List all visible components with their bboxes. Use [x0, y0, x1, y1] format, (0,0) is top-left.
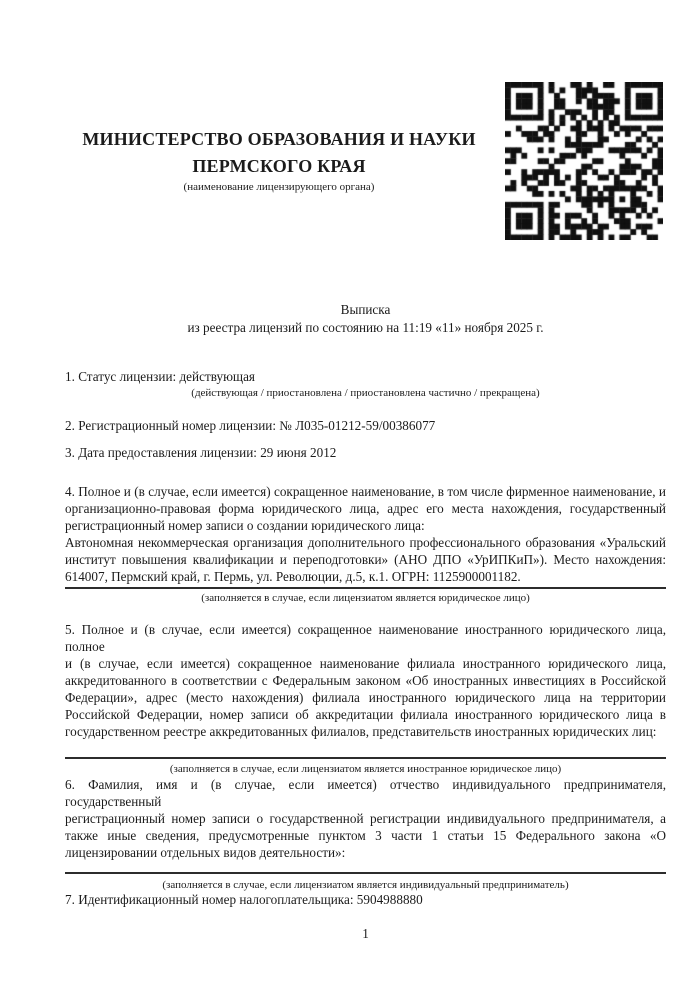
item-5-text [65, 621, 666, 759]
qr-code-icon [505, 82, 663, 240]
item-5-caption: (заполняется в случае, если лицензиатом является иностранное юридическое лицо) [169, 763, 562, 775]
text-line: 6. Фамилия, имя и (в случае, если имеется) отчество индивидуального предпринимателя, государственный [65, 777, 666, 809]
text-line: 4. Полное и (в случае, если имеется) сокращенное наименование, в том числе фирменное наименование, и [65, 484, 666, 499]
item-7-text: 7. Идентификационный номер налогоплательщика: 5904988880 [65, 892, 423, 907]
text-line: регистрационный номер записи о государственной регистрации индивидуального предпринимателя, а [65, 811, 666, 826]
page-number: 1 [362, 926, 369, 941]
text-line: государственном реестре аккредитованных филиалов, представительств иностранных юридических лиц: [65, 724, 657, 739]
document-title [65, 301, 666, 337]
item-1-caption: (действующая / приостановлена / приостановлена частично / прекращена) [191, 387, 540, 399]
text-line: аккредитованного в соответствии с Федеральным законом «Об иностранных инвестициях в Российской [65, 673, 666, 688]
document-title-line1: Выписка [340, 302, 391, 317]
item-3-license-date [65, 444, 666, 461]
item-5-foreign-entity [65, 621, 666, 776]
text-line: Автономная некоммерческая организация дополнительного профессионального образования «Уральский [65, 535, 666, 550]
text-line: институт повышения квалификации и переподготовки» (АНО ДПО «УрИПКиП»). Место нахождения: [65, 552, 666, 567]
item-6-caption: (заполняется в случае, если лицензиатом является индивидуальный предприниматель) [162, 879, 569, 891]
item-1-text: 1. Статус лицензии: действующая [65, 369, 256, 384]
item-7-taxpayer-number [65, 891, 666, 908]
item-2-text: 2. Регистрационный номер лицензии: № Л035-01212-59/00386077 [65, 418, 436, 433]
ministry-header [65, 126, 493, 194]
text-line: организационно-правовая форма юридического лица, адрес его места нахождения, государственный [65, 501, 666, 516]
document-title-line2: из реестра лицензий по состоянию на 11:19 «11» ноября 2025 г. [187, 320, 544, 335]
text-line: Федерации», адрес (место нахождения) филиала иностранного юридического лица на территории [65, 690, 666, 705]
item-2-registration-number [65, 417, 666, 434]
text-line: лицензировании отдельных видов деятельности»: [65, 845, 346, 860]
item-4-caption: (заполняется в случае, если лицензиатом является юридическое лицо) [201, 592, 530, 604]
item-6-individual-entrepreneur [65, 776, 666, 892]
text-line: Российской Федерации, номер записи об аккредитации филиала иностранного юридического лица в [65, 707, 666, 722]
text-line: и (в случае, если имеется) сокращенное наименование филиала иностранного юридического лица, [65, 656, 666, 671]
ministry-caption: (наименование лицензирующего органа) [183, 181, 375, 193]
ministry-name-line2: ПЕРМСКОГО КРАЯ [192, 156, 366, 176]
item-1-license-status [65, 368, 666, 400]
ministry-name-line1: МИНИСТЕРСТВО ОБРАЗОВАНИЯ И НАУКИ [82, 129, 476, 149]
item-4-text [65, 483, 666, 589]
text-line: 614007, Пермский край, г. Пермь, ул. Революции, д.5, к.1. ОГРН: 1125900001182. [65, 569, 521, 584]
text-line: также иные сведения, предусмотренные пунктом 3 части 1 статьи 15 Федерального закона «О [65, 828, 666, 843]
item-3-text: 3. Дата предоставления лицензии: 29 июня 2012 [65, 445, 337, 460]
text-line: регистрационный номер записи о создании юридического лица: [65, 518, 425, 533]
text-line: 5. Полное и (в случае, если имеется) сокращенное наименование иностранного юридического лица, полное [65, 622, 666, 654]
item-4-legal-entity [65, 483, 666, 605]
item-6-text [65, 776, 666, 874]
